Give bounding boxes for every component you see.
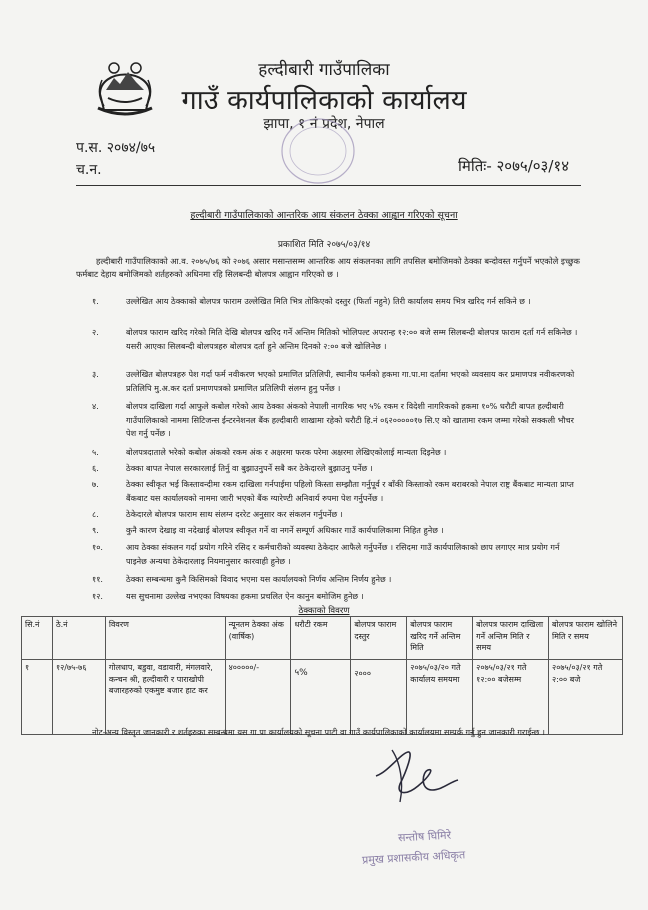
item-text: आय ठेक्का संकलन गर्दा प्रयोग गरिने रसिद र कर्मचारीको व्यवस्था ठेकेदार आफैले गर्नुपर्नेछ । रसिदमा गाउँ कार्यपालिकाको छाप लगाएर मात्र प्रयोग गर्न पाइनेछ अन्यथा ठेकेदारलाइ नियमानुसार कारवाही हुनेछ । [126,542,560,566]
table-cell: १२/७५-७६ [52,660,105,735]
signatory-title: प्रमुख प्रशासकीय अधिकृत [361,848,466,867]
table-cell: गोलधाप, बडुवा, वडावारी, मंगलवारे, कन्चन श्री, हल्दीवारी र पाराखोपी बजारहरुको एकमुष्ट बजार हाट कर [105,660,225,735]
item-text: बोलपत्र फाराम खरिद गरेको मिति देखि बोलपत्र खरिद गर्ने अन्तिम मितिको भोलिपल्ट अपरान्ह १२:०० बजे सम्म सिलबन्दी बोलपत्र फाराम दर्ता गर्न सकिनेछ । यसरी आएका सिलबन्दी बोलपत्रहरु बोलपत्र दर्ता हुने अन्तिम दिनको २:०० बजे खोलिनेछ । [126,327,578,351]
condition-item [92,462,580,476]
item-number: १. [92,296,99,306]
reference-block [76,137,155,181]
column-header: सि.नं [22,617,53,660]
item-number: ३. [92,369,99,379]
column-header: बोलपत्र फाराम दाखिला गर्ने अन्तिम मिति र समय [473,617,549,660]
office-address: झापा, १ नं प्रदेश, नेपाल [263,116,385,132]
notice-intro: हल्दीबारी गाउँपालिकाको आ.व. २०७५/७६ को २०७६ असार मसान्तसम्म आन्तरिक आय संकलनका लागि तपसिल बमोजिमको ठेक्का बन्दोवस्त गर्नुपर्ने भएकोले इच्छुक फर्मबाट देहाय बमोजिमको शर्तहरुको अधिनमा रहि सिलबन्दी बोलपत्र आह्वान गरिएको छ । [76,256,580,279]
municipality-name: हल्दीबारी गाउँपालिका [258,60,390,80]
column-header: विवरण [105,617,225,660]
notice-title: हल्दीबारी गाउँपालिकाको आन्तरिक आय संकलन ठेक्का आह्वान गरिएको सूचना [190,210,458,221]
item-number: ५. [92,447,99,457]
item-text: ठेक्का बापत नेपाल सरकारलाई तिर्नु वा बुझाउनुपर्ने सबै कर ठेकेदारले बुझाउनु पर्नेछ । [126,463,373,473]
item-number: ८. [92,509,99,519]
issue-date: मितिः- २०७५/०३/१४ [458,157,570,175]
item-number: ११. [92,574,103,584]
column-header: ठे.नं [52,617,105,660]
condition-item [92,446,580,460]
item-number: १२. [92,591,103,601]
item-text: कुनै कारण देखाइ वा नदेखाई बोलपत्र स्वीकृत गर्ने वा नगर्ने सम्पूर्ण अधिकार गाउँ कार्यपालिकामा निहित हुनेछ । [126,525,444,535]
item-number: ९. [92,525,99,535]
table-cell: ५% [291,660,351,735]
table-cell: २०७५/०३/२१ गते २:०० बजे [549,660,623,735]
header-divider [76,185,581,186]
item-text: ठेक्का स्वीकृत भई किस्तावन्दीमा रकम दाखिला गर्नपाईमा पहिलो किस्ता सम्झौता गर्नुपूर्व र बाँकी किस्ताको रकम बराबरको नेपाल राष्ट्र बैंकबाट मान्यता प्राप्त बैंकबाट यस कार्यालयको नाममा जारी भएको बैंक ग्यारेण्टी अनिवार्य रुपमा पेश गर्नुपर्नेछ । [126,479,574,503]
column-header: बोलपत्र फाराम दस्तुर [351,617,407,660]
item-number: ४. [92,401,99,411]
condition-item [92,508,580,522]
footnote: नोट-अन्य विस्तृत जानकारी र शर्तहरुका सम्बन्धमा यस गा.पा कार्यालयको सूचना पाटी वा गाउँ कार्यपालिकाको कार्यालयमा सम्पर्क गर्नु हुन जानकारी गराईन्छ । [92,727,545,737]
item-text: बोलपत्रदाताले भरेको कबोल अंकको रकम अंक र अक्षरमा फरक परेमा अक्षरमा लेखिएकोलाई मान्यता दिइनेछ । [126,447,447,457]
condition-item [92,326,580,353]
published-date: प्रकाशित मिति २०७५/०३/१४ [277,240,371,250]
office-name: गाउँ कार्यपालिकाको कार्यालय [181,85,467,116]
signatory-name: सन्तोष घिमिरे [397,828,452,845]
condition-item [92,478,580,505]
item-number: २. [92,327,99,337]
item-text: यस सुचनामा उल्लेख नभएका विषयका हकमा प्रचलित ऐन कानुन बमोजिम हुनेछ । [126,591,364,601]
condition-item [92,400,580,441]
item-text: ठेक्का सम्बन्धमा कुनै किसिमको विवाद भएमा यस कार्यालयको निर्णय अन्तिम निर्णय हुनेछ । [126,574,392,584]
item-number: १०. [92,542,103,552]
table-cell: २००० [351,660,407,735]
office-stamp-icon [276,114,360,188]
column-header: बोलपत्र फाराम खोलिने मिति र समय [549,617,623,660]
condition-item [92,368,580,395]
signature-icon [370,742,465,810]
chalani-number: च.न. [76,162,102,178]
item-text: उल्लेखित बोलपत्रहरु पेश गर्दा फर्म नवीकरण भएको प्रमाणित प्रतिलिपी, स्थानीय फर्मको हकमा गा.पा.मा दर्तामा भएको व्यवसाय कर प्रमाणपत्र नवीकरणको प्रतिलिपि मु.अ.कर दर्ता प्रमाणपत्रको प्रमाणित प्रतिलिपी संलग्न हुनु पर्नेछ । [126,369,575,393]
column-header: धरौटी रकम [291,617,351,660]
condition-item [92,541,580,568]
condition-item [92,295,580,309]
condition-item [92,590,580,604]
table-cell: ४०००००/- [225,660,291,735]
item-text: बोलपत्र दाखिला गर्दा आफुले कबोल गरेको आय ठेक्का अंकको नेपाली नागरिक भए ५% रकम र विदेशी नागरिकको हकमा १०% धरौटी बापत हल्दीबारी गाउँपालिकाको नाममा सिटिजन्स ईन्टरनेशनल बैंक हल्दीबारी शाखामा रहेको धरौटी हि.नं ०६२०००००१७ सि.ए को खातामा रकम जम्मा गरेको सक्कली भौचर पेश गर्नु पर्नेछ । [126,401,574,438]
item-text: ठेकेदारले बोलपत्र फाराम साथ संलग्न दररेट अनुसार कर संकलन गर्नुपर्नेछ । [126,509,343,519]
column-header: न्यूनतम ठेक्का अंक (वार्षिक) [225,617,291,660]
table-cell: १ [22,660,53,735]
item-text: उल्लेखित आय ठेक्काको बोलपत्र फाराम उल्लेखित मिति भित्र तोकिएको दस्तुर (फिर्ता नहुने) तिरी कार्यालय समय भित्र खरिद गर्न सकिने छ । [126,296,531,306]
table-caption: ठेक्काको विवरण [298,606,350,616]
table-cell: २०७५/०३/२० गते कार्यालय समयमा [407,660,473,735]
condition-item [92,524,580,538]
item-number: ७. [92,479,99,489]
contract-details-table [21,616,623,735]
patra-sankhya: प.स. २०७४/७५ [76,140,156,156]
table-row [22,660,623,735]
column-header: बोलपत्र फाराम खरिद गर्ने अन्तिम मिति [407,617,473,660]
item-number: ६. [92,463,99,473]
table-cell: २०७५/०३/२१ गते १२:०० बजेसम्म [473,660,549,735]
table-header-row [22,617,623,660]
condition-item [92,573,580,587]
